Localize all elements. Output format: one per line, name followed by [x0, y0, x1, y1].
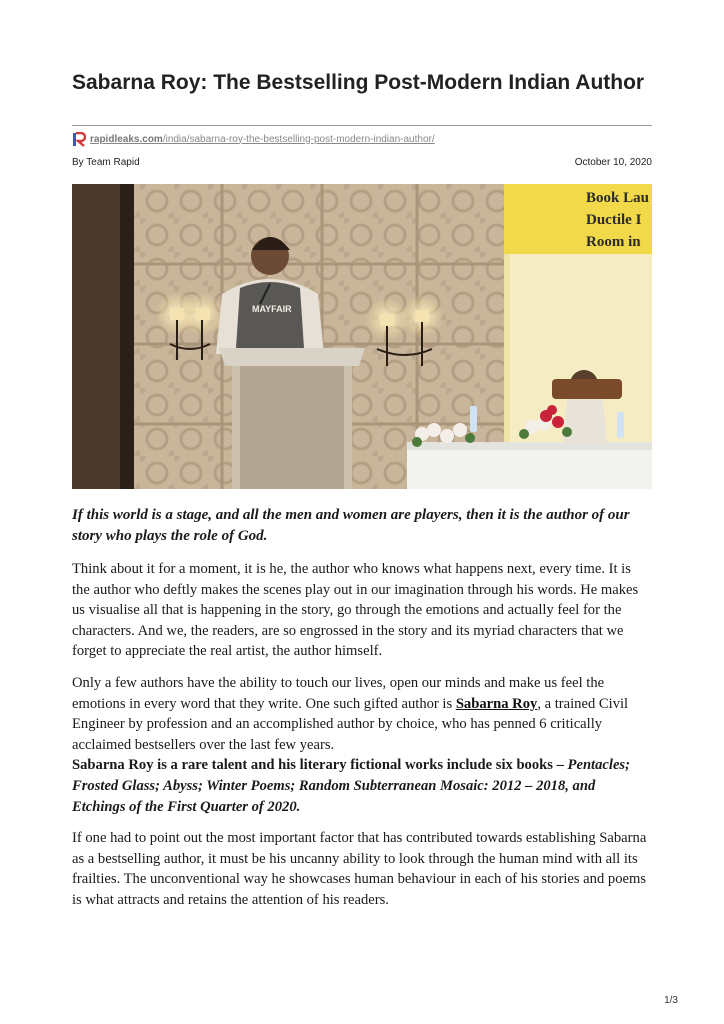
svg-text:Ductile I: Ductile I: [586, 212, 642, 228]
rapidleaks-r-logo-icon: [72, 132, 86, 147]
title-divider: [72, 125, 652, 126]
books-titles: Pentacles; Frosted Glass; Abyss; Winter Poems; Random Subterranean Mosaic: 2012 – 2018, and Etchings of the First Quarter of 2020.: [72, 757, 630, 815]
publish-date: October 10, 2020: [574, 157, 652, 168]
byline-row: [72, 157, 652, 168]
svg-text:Room in: Room in: [586, 234, 641, 250]
paragraph-2: Only a few authors have the ability to touch our lives, open our minds and make us feel the emotions in every word that they write. One such gifted author is Sabarna Roy, a trained Civil Engineer by profession and an accomplished author by choice, who has penned 6 critically acclaimed bestsellers over the last few years. Sabarna Roy is a rare talent and his literary fictional works include six books – Pentacles; Frosted Glass; Abyss; Winter Poems; Random Subterranean Mosaic: 2012 – 2018, and Etchings of the First Quarter of 2020.: [72, 675, 630, 815]
source-line: [72, 131, 435, 147]
article-title: Sabarna Roy: The Bestselling Post-Modern Indian Author: [72, 71, 645, 94]
paragraph-3: If one had to point out the most important factor that has contributed towards establishing Sabarna as a bestselling author, it must be his uncanny ability to look through the human mind with all its frailties. The unconventional way he showcases human behaviour in each of his stories and poems is what attracts and retains the attention of his readers.: [72, 830, 647, 908]
svg-text:MAYFAIR: MAYFAIR: [252, 304, 292, 314]
source-link[interactable]: rapidleaks.com/india/sabarna-roy-the-bestselling-post-modern-indian-author/: [90, 133, 435, 145]
book-launch-photo: [72, 184, 652, 489]
author-link[interactable]: Sabarna Roy: [455, 695, 538, 712]
page-number: 1/3: [664, 995, 678, 1006]
opening-quote: If this world is a stage, and all the men and women are players, then it is the author of our story who plays the role of God.: [72, 507, 630, 544]
paragraph-1: Think about it for a moment, it is he, the author who knows what happens next, every time. It is the author who deftly makes the scenes play out in our imagination through his words. He makes us visualise all that is happening in the story, go through the emotions and actually feel for the characters. And we, the readers, are so engrossed in the story and its myriad characters that we forget to appreciate the real artist, the author himself.: [72, 561, 639, 660]
books-intro: Sabarna Roy is a rare talent and his literary fictional works include six books –: [72, 757, 568, 774]
byline: By Team Rapid: [72, 157, 140, 168]
svg-text:Book Lau: Book Lau: [586, 190, 649, 206]
